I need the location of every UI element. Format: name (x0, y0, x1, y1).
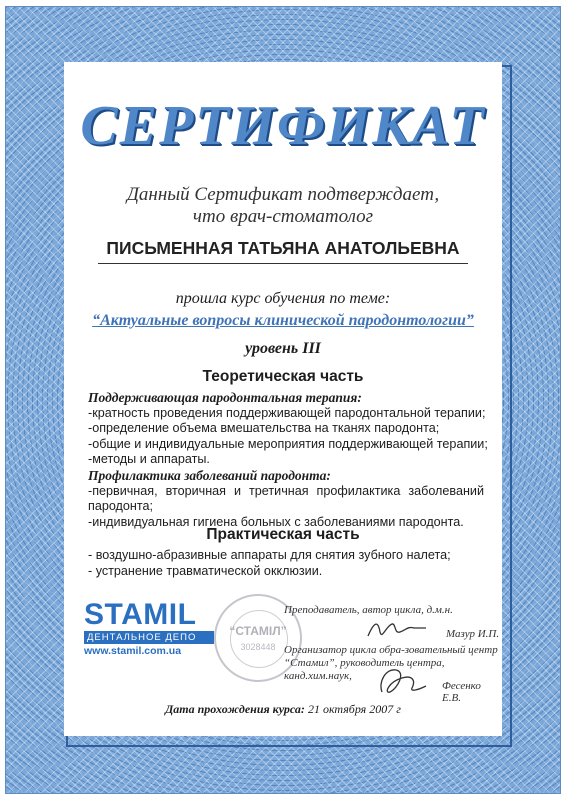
logo-brand: STAMIL (84, 598, 197, 631)
recipient-name: ПИСЬМЕННАЯ ТАТЬЯНА АНАТОЛЬЕВНА (98, 238, 468, 264)
practice-list (88, 548, 484, 579)
list-item: -кратность проведения поддерживающей пародонтальной терапии; (88, 405, 486, 420)
confirmation-line-2: что врач-стоматолог (192, 206, 374, 227)
logo-url: www.stamil.com.ua (84, 645, 182, 657)
theory-subsection-1 (88, 390, 488, 468)
organizer-name: Фесенко Е.В. (442, 680, 481, 704)
list-item: -индивидуальная гигиена больных с заболеваниями пародонта. (88, 514, 464, 529)
list-item: - устранение травматической окклюзии. (88, 563, 323, 578)
stamp-inner-ring (230, 610, 288, 668)
course-level: уровень III (245, 340, 321, 357)
teacher-role: Преподаватель, автор цикла, д.м.н. (284, 604, 453, 616)
certificate-title: СЕРТИФИКАТ (80, 95, 486, 157)
course-name: “Актуальные вопросы клинической пародонтологии” (92, 312, 474, 329)
stamp-number: 3028448 (240, 642, 276, 652)
list-item: - воздушно-абразивные аппараты для снятия зубного налета; (88, 548, 451, 562)
course-intro: прошла курс обучения по теме: (175, 290, 391, 307)
list-item: -определение объема вмешательства на тканях пародонта; (88, 421, 440, 435)
organizer-role-line-2: “Стамил”, руководитель центра, канд.хим.наук, (284, 657, 445, 682)
completion-date-line (64, 702, 502, 717)
theory-title: Теоретическая часть (202, 368, 364, 385)
teacher-name: Мазур И.П. (446, 628, 500, 640)
stamp-text: “СТАМІЛ” (229, 624, 287, 638)
subsection-title: Поддерживающая пародонтальная терапия: (88, 390, 362, 405)
subsection-title: Профилактика заболеваний пародонта: (88, 468, 331, 483)
completion-date: 21 октября 2007 г (307, 702, 401, 716)
organizer-signature (372, 662, 432, 700)
teacher-signature (364, 616, 434, 642)
practice-title: Практическая часть (206, 526, 360, 543)
list-item: -общие и индивидуальные мероприятия поддерживающей терапии; (88, 436, 488, 451)
completion-label: Дата прохождения курса: (165, 702, 305, 716)
confirmation-line-1: Данный Сертификат подтверждает, (126, 184, 440, 205)
list-item: -методы и аппараты. (88, 452, 210, 466)
logo-tagline: ДЕНТАЛЬНОЕ ДЕПО (84, 631, 214, 644)
list-item: -первичная, вторичная и третичная профилактика заболеваний пародонта; (88, 483, 484, 513)
certificate-body (64, 62, 502, 736)
confirmation-text (64, 184, 502, 228)
theory-subsection-2 (88, 468, 484, 530)
stamil-logo (84, 600, 214, 657)
organizer-role-line-1: Организатор цикла обра-зовательный центр (284, 644, 498, 656)
